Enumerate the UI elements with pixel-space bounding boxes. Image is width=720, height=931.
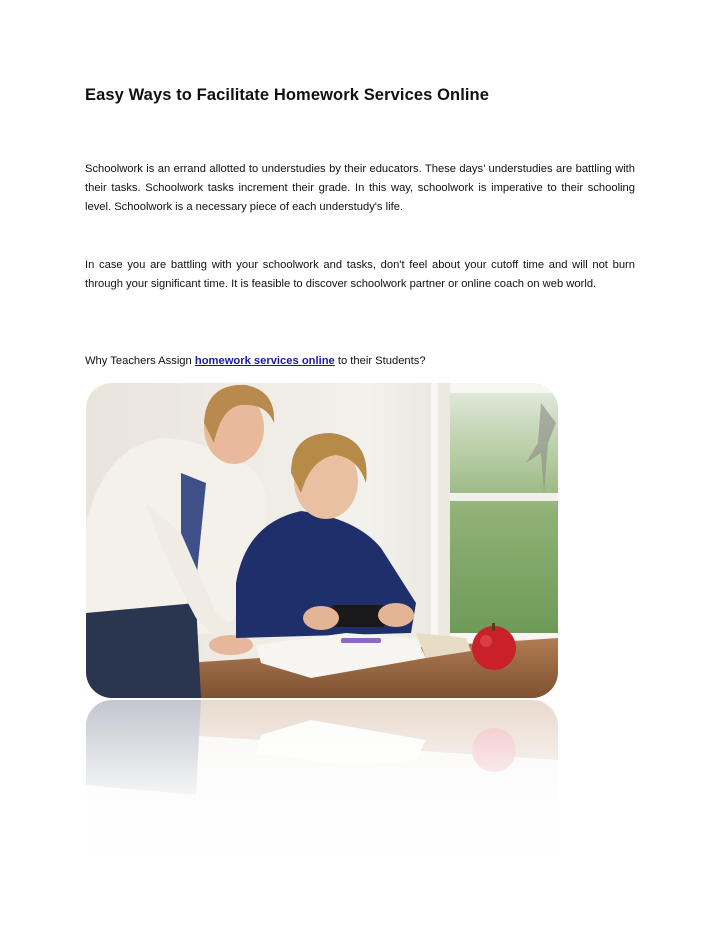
subheading-suffix: to their Students? <box>334 355 426 367</box>
paragraph-struggling: In case you are battling with your schoolwork and tasks, don't feel about your cutoff time and will not burn through your significant time. It is feasible to discover schoolwork partner or online coach on web world. <box>85 259 635 290</box>
paragraph-intro: Schoolwork is an errand allotted to understudies by their educators. These days’ understudies are battling with their tasks. Schoolwork tasks increment their grade. In this way, schoolwork is imperative to their schooling level. Schoolwork is a necessary piece of each understudy's life. <box>85 163 635 213</box>
subheading-prefix: Why Teachers Assign <box>85 355 195 367</box>
subheading-why-teachers <box>85 352 635 371</box>
homework-services-link[interactable]: homework services online <box>194 355 335 367</box>
photo-reflection <box>86 700 558 931</box>
document-title: Easy Ways to Facilitate Homework Services Online <box>85 86 490 104</box>
teacher-student-photo <box>86 383 558 698</box>
